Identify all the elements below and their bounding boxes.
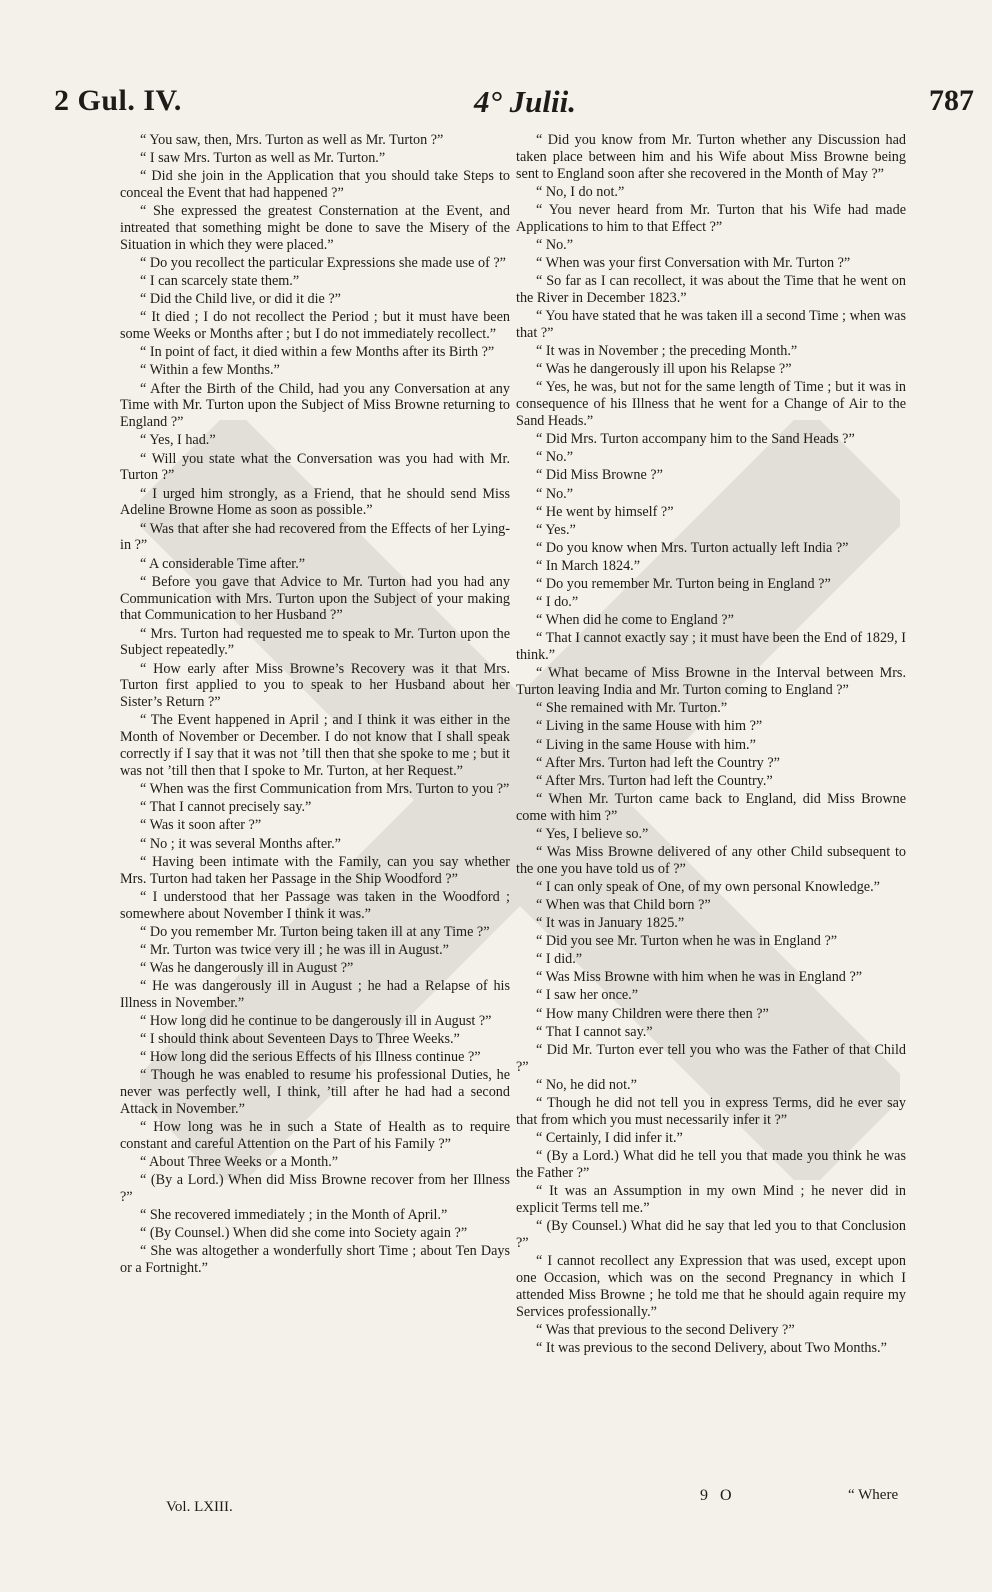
testimony-paragraph: “ She remained with Mr. Turton.” [536,700,728,717]
testimony-paragraph: “ When was that Child born ?” [536,896,711,913]
testimony-paragraph: “ You never heard from Mr. Turton that his Wife had made Applications to him to that Effect ?” [516,202,906,235]
testimony-paragraph: “ He was dangerously ill in August ; he had a Relapse of his Illness in November.” [120,977,510,1011]
testimony-paragraph: “ Was Miss Browne with him when he was in England ?” [536,969,863,986]
testimony-paragraph: “ You have stated that he was taken ill a second Time ; when was that ?” [516,308,906,342]
signature-mark: 9 O [700,1487,736,1504]
testimony-paragraph: “ I cannot recollect any Expression that was used, except upon one Occasion, which was on the second Pregnancy in which I attended Miss Browne ; he told me that he should again require my Services professionally.” [516,1252,906,1320]
testimony-paragraph: “ Was it soon after ?” [140,817,262,834]
testimony-paragraph: “ (By Counsel.) What did he say that led you to that Conclusion ?” [516,1217,906,1251]
testimony-paragraph: “ Living in the same House with him.” [536,736,756,753]
testimony-paragraph: “ A considerable Time after.” [140,555,306,572]
testimony-paragraph: “ After the Birth of the Child, had you any Conversation at any Time with Mr. Turton upon the Subject of Miss Browne returning to England ?” [120,380,510,431]
testimony-paragraph: “ After Mrs. Turton had left the Country.” [536,772,773,789]
testimony-paragraph: “ Living in the same House with him ?” [536,718,763,735]
testimony-paragraph: “ What became of Miss Browne in the Interval between Mrs. Turton leaving India and Mr. Turton coming to England ?” [516,665,906,699]
testimony-paragraph: “ I understood that her Passage was taken in the Woodford ; somewhere about November I think it was.” [120,888,510,922]
testimony-paragraph: “ So far as I can recollect, it was about the Time that he went on the River in December 1823.” [516,273,906,307]
testimony-paragraph: “ How long did the serious Effects of his Illness continue ?” [140,1049,481,1066]
testimony-paragraph: “ Was that previous to the second Delivery ?” [536,1321,795,1338]
testimony-paragraph: “ Yes, I had.” [140,432,216,449]
testimony-paragraph: “ It was previous to the second Delivery, about Two Months.” [536,1339,887,1356]
page-header [54,84,974,124]
testimony-paragraph: “ I can only speak of One, of my own personal Knowledge.” [536,878,880,895]
page-footer [52,1487,977,1529]
testimony-paragraph: “ I saw her once.” [536,987,639,1004]
left-column [120,132,510,1278]
testimony-paragraph: “ It was in November ; the preceding Month.” [536,343,798,360]
testimony-paragraph: “ Did the Child live, or did it die ?” [140,291,341,308]
testimony-paragraph: “ How early after Miss Browne’s Recovery was it that Mrs. Turton first applied to you to speak to her Husband about her Sister’s Return ?” [120,660,510,711]
testimony-paragraph: “ Before you gave that Advice to Mr. Turton had you had any Communication with Mrs. Turton upon the Subject of your making that Communication to her Husband ?” [120,573,510,624]
testimony-paragraph: “ You saw, then, Mrs. Turton as well as Mr. Turton ?” [140,132,444,148]
testimony-paragraph: “ She expressed the greatest Consternation at the Event, and intreated that something might be done to save the Misery of the Situation in which they were placed.” [120,203,510,253]
testimony-paragraph: “ She recovered immediately ; in the Month of April.” [140,1207,448,1224]
testimony-paragraph: “ Yes.” [536,521,576,538]
testimony-paragraph: “ No ; it was several Months after.” [140,835,341,852]
testimony-paragraph: “ About Three Weeks or a Month.” [140,1154,339,1171]
testimony-paragraph: “ Did Mrs. Turton accompany him to the Sand Heads ?” [536,431,855,448]
testimony-paragraph: “ Within a few Months.” [140,362,280,379]
testimony-paragraph: “ How long did he continue to be dangerously ill in August ?” [140,1012,492,1029]
testimony-paragraph: “ After Mrs. Turton had left the Country ?” [536,754,780,771]
testimony-paragraph: “ Yes, he was, but not for the same length of Time ; but it was in consequence of his Illness that he went for a Change of Air to the Sand Heads.” [516,379,906,430]
testimony-paragraph: “ When was the first Communication from Mrs. Turton to you ?” [140,781,510,798]
testimony-paragraph: “ It was an Assumption in my own Mind ; he never did in explicit Terms tell me.” [516,1182,906,1216]
testimony-paragraph: “ No, he did not.” [536,1076,637,1093]
testimony-paragraph: “ The Event happened in April ; and I think it was either in the Month of November or December. I do not know that I shall speak correctly if I say that it was not ’till then that she spoke to me ; but it was not ’till then that I spoke to Mr. Turton, at her Request.” [120,712,510,780]
testimony-paragraph: “ (By a Lord.) What did he tell you that made you think he was the Father ?” [516,1147,906,1181]
testimony-paragraph: “ No, I do not.” [536,183,625,200]
testimony-paragraph: “ Having been intimate with the Family, can you say whether Mrs. Turton had taken her Passage in the Ship Woodford ?” [120,853,510,887]
testimony-paragraph: “ Certainly, I did infer it.” [536,1129,683,1146]
testimony-paragraph: “ Did Miss Browne ?” [536,467,663,484]
testimony-paragraph: “ (By a Lord.) When did Miss Browne recover from her Illness ?” [120,1172,510,1206]
testimony-paragraph: “ I saw Mrs. Turton as well as Mr. Turton.” [140,150,386,167]
testimony-paragraph: “ How long was he in such a State of Health as to require constant and careful Attention on the Part of his Family ?” [120,1119,510,1153]
testimony-paragraph: “ In point of fact, it died within a few Months after its Birth ?” [140,344,495,361]
testimony-paragraph: “ Did you see Mr. Turton when he was in England ?” [536,933,838,950]
testimony-paragraph: “ Did Mr. Turton ever tell you who was the Father of that Child ?” [516,1041,906,1075]
testimony-paragraph: “ Do you remember Mr. Turton being in England ?” [536,576,831,593]
testimony-paragraph: “ No.” [536,237,574,253]
testimony-paragraph: “ Was that after she had recovered from the Effects of her Lying-in ?” [120,520,510,554]
testimony-paragraph: “ I do.” [536,594,579,611]
testimony-paragraph: “ It died ; I do not recollect the Period ; but it must have been some Weeks or Months after ; but I do not immediately recollect.” [120,309,510,343]
testimony-paragraph: “ That I cannot exactly say ; it must have been the End of 1829, I think.” [516,630,906,664]
testimony-paragraph: “ Do you remember Mr. Turton being taken ill at any Time ?” [140,923,490,940]
testimony-paragraph: “ When did he come to England ?” [536,612,734,629]
page-number: 787 [929,84,974,117]
testimony-paragraph: “ I urged him strongly, as a Friend, that he should send Miss Adeline Browne Home as soon as possible.” [120,485,510,519]
volume-label: Vol. LXIII. [166,1499,233,1515]
testimony-paragraph: “ Though he was enabled to resume his professional Duties, he never was perfectly well, I think, ’till after he had had a second Attack in November.” [120,1067,510,1118]
testimony-paragraph: “ I should think about Seventeen Days to Three Weeks.” [140,1031,460,1048]
testimony-paragraph: “ Was he dangerously ill in August ?” [140,959,354,976]
testimony-paragraph: “ I can scarcely state them.” [140,273,300,290]
testimony-paragraph: “ Yes, I believe so.” [536,825,649,842]
testimony-paragraph: “ Mrs. Turton had requested me to speak to Mr. Turton upon the Subject repeatedly.” [120,625,510,659]
testimony-paragraph: “ (By Counsel.) When did she come into Society again ?” [140,1225,468,1242]
testimony-paragraph: “ Did you know from Mr. Turton whether any Discussion had taken place between him and his Wife about Miss Browne being sent to England soon after she recovered in the Month of May ?” [516,132,906,182]
testimony-paragraph: “ In March 1824.” [536,557,641,574]
testimony-paragraph: “ Do you know when Mrs. Turton actually left India ?” [536,539,849,556]
testimony-paragraph: “ I did.” [536,951,583,968]
testimony-paragraph: “ Was he dangerously ill upon his Relapse ?” [536,361,792,378]
testimony-paragraph: “ Did she join in the Application that you should take Steps to conceal the Event that had happened ?” [120,168,510,202]
testimony-paragraph: “ She was altogether a wonderfully short Time ; about Ten Days or a Fortnight.” [120,1243,510,1277]
right-column [516,132,906,1358]
catchword: “ Where [848,1487,899,1503]
testimony-paragraph: “ When was your first Conversation with Mr. Turton ?” [536,255,851,272]
testimony-paragraph: “ Was Miss Browne delivered of any other Child subsequent to the one you have told us of ?” [516,843,906,877]
testimony-paragraph: “ Mr. Turton was twice very ill ; he was ill in August.” [140,941,449,958]
testimony-paragraph: “ Though he did not tell you in express Terms, did he ever say that from which you must necessarily infer it ?” [516,1094,906,1128]
testimony-paragraph: “ He went by himself ?” [536,503,674,520]
testimony-paragraph: “ Will you state what the Conversation was you had with Mr. Turton ?” [120,450,510,484]
testimony-paragraph: “ When Mr. Turton came back to England, did Miss Browne come with him ?” [516,790,906,824]
regnal-year: 2 Gul. IV. [54,84,182,117]
testimony-paragraph: “ No.” [536,449,574,466]
session-date: 4° Julii. [474,84,576,119]
testimony-paragraph: “ Do you recollect the particular Expressions she made use of ?” [140,255,506,272]
testimony-paragraph: “ That I cannot say.” [536,1023,653,1040]
testimony-paragraph: “ That I cannot precisely say.” [140,799,312,816]
testimony-paragraph: “ It was in January 1825.” [536,915,685,932]
testimony-paragraph: “ No.” [536,485,574,502]
testimony-paragraph: “ How many Children were there then ?” [536,1005,769,1022]
